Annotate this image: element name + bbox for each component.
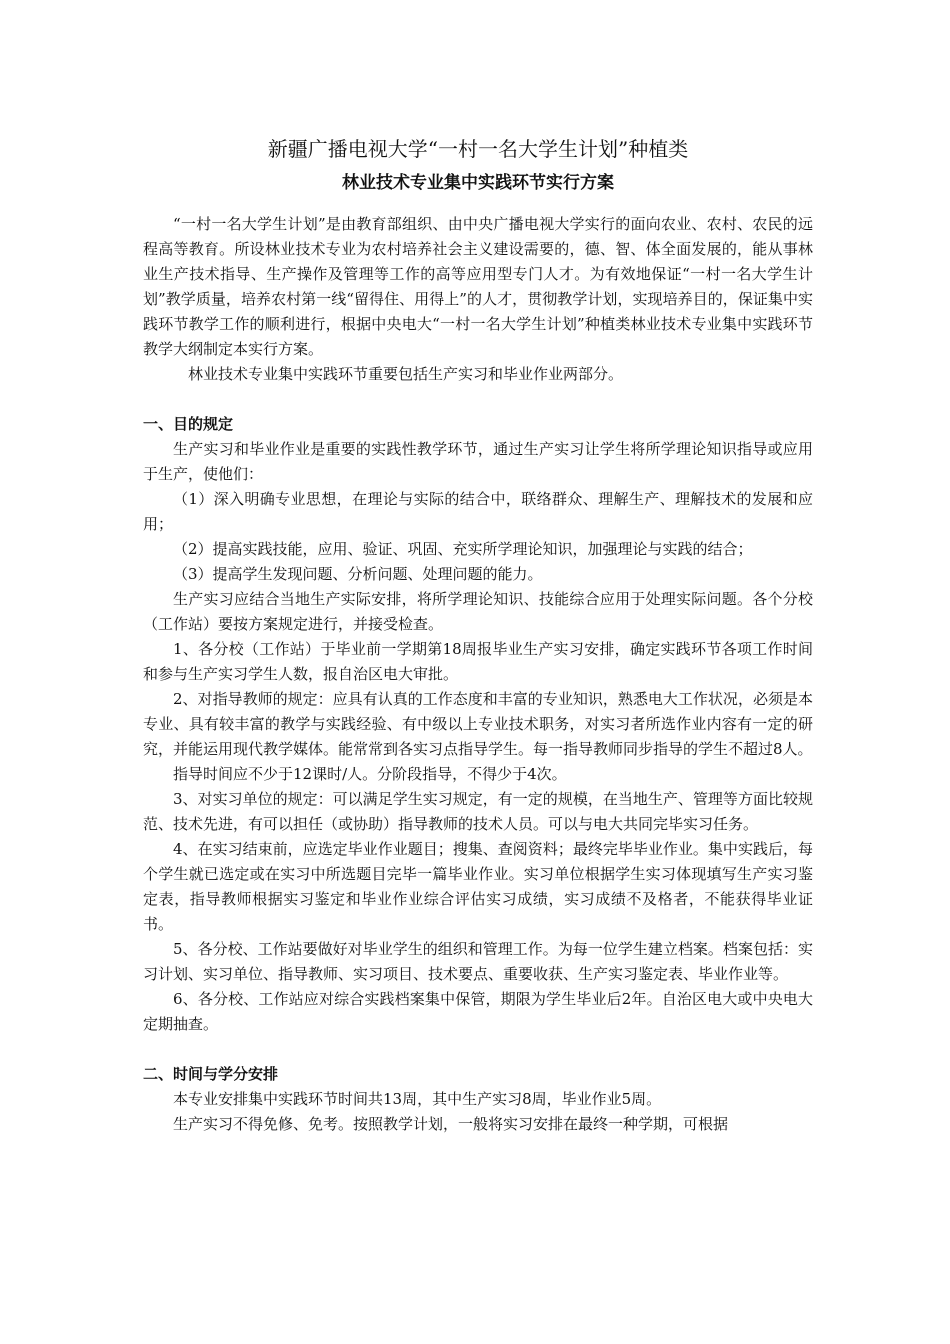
intro-paragraph: 林业技术专业集中实践环节重要包括生产实习和毕业作业两部分。 [188,365,624,383]
list-item: （3）提高学生发现问题、分析问题、处理问题的能力。 [173,565,543,583]
body-paragraph: 生产实习不得免修、免考。按照教学计划，一般将实习安排在最终一种学期，可根据 [173,1115,729,1133]
list-item: （2）提高实践技能，应用、验证、巩固、充实所学理论知识，加强理论与实践的结合； [173,540,753,558]
body-paragraph: 2、对指导教师的规定：应具有认真的工作态度和丰富的专业知识，熟悉电大工作状况，必须是本专业、具有较丰富的教学与实践经验、有中级以上专业技术职务，对实习者所选作业内容有一定的研究，并能运用现代教学媒体。能常常到各实习点指导学生。每一指导教师同步指导的学生不超过8人。 [143,690,813,758]
body-paragraph: 4、在实习结束前，应选定毕业作业题目；搜集、查阅资料；最终完毕毕业作业。集中实践后，每个学生就已选定或在实习中所选题目完毕一篇毕业作业。实习单位根据学生实习体现填写生产实习鉴定表，指导教师根据实习鉴定和毕业作业综合评估实习成绩，实习成绩不及格者，不能获得毕业证书。 [143,840,813,933]
section-heading: 一、目的规定 [143,415,234,433]
body-paragraph: 1、各分校（工作站）于毕业前一学期第18周报毕业生产实习安排，确定实践环节各项工作时间和参与生产实习学生人数，报自治区电大审批。 [143,640,813,683]
document-title: 新疆广播电视大学“一村一名大学生计划”种植类 [267,137,689,161]
body-paragraph: 指导时间应不少于12课时/人。分阶段指导，不得少于4次。 [173,765,567,783]
body-paragraph: 5、各分校、工作站要做好对毕业学生的组织和管理工作。为每一位学生建立档案。档案包括：实习计划、实习单位、指导教师、实习项目、技术要点、重要收获、生产实习鉴定表、毕业作业等。 [143,940,813,983]
body-paragraph: 3、对实习单位的规定：可以满足学生实习规定，有一定的规模，在当地生产、管理等方面比较规范、技术先进，有可以担任（或协助）指导教师的技术人员。可以与电大共同完毕实习任务。 [143,790,813,833]
intro-paragraph: “一村一名大学生计划”是由教育部组织、由中央广播电视大学实行的面向农业、农村、农民的远程高等教育。所设林业技术专业为农村培养社会主义建设需要的，德、智、体全面发展的，能从事林业生产技术指导、生产操作及管理等工作的高等应用型专门人才。为有效地保证“一村一名大学生计划”教学质量，培养农村第一线“留得住、用得上”的人才，贯彻教学计划，实现培养目的，保证集中实践环节教学工作的顺利进行，根据中央电大“一村一名大学生计划”种植类林业技术专业集中实践环节教学大纲制定本实行方案。 [143,215,813,358]
section-heading: 二、时间与学分安排 [143,1065,279,1083]
body-paragraph: 6、各分校、工作站应对综合实践档案集中保管，期限为学生毕业后2年。自治区电大或中央电大定期抽查。 [143,990,813,1033]
body-paragraph: 生产实习应结合当地生产实际安排，将所学理论知识、技能综合应用于处理实际问题。各个分校（工作站）要按方案规定进行，并接受检查。 [143,590,813,633]
document-subtitle: 林业技术专业集中实践环节实行方案 [342,173,614,193]
body-paragraph: 生产实习和毕业作业是重要的实践性教学环节，通过生产实习让学生将所学理论知识指导或应用于生产，使他们： [143,440,813,483]
body-paragraph: 本专业安排集中实践环节时间共13周，其中生产实习8周，毕业作业5周。 [173,1090,662,1108]
document-body [143,134,813,1137]
list-item: （1）深入明确专业思想，在理论与实际的结合中，联络群众、理解生产、理解技术的发展和应用； [143,490,813,533]
